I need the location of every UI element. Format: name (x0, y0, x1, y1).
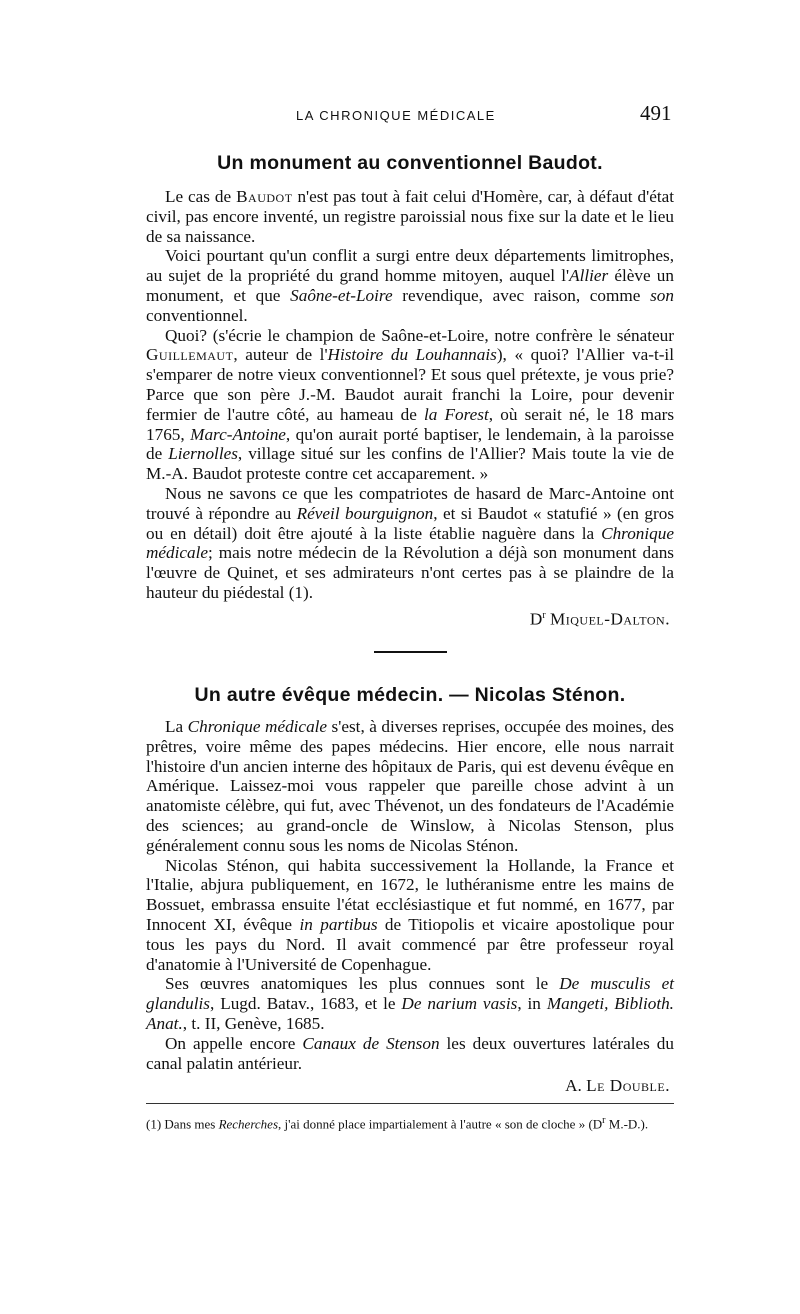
footnote: (1) Dans mes Recherches, j'ai donné place impartialement à l'autre « son de cloche » ($D^r$ M.-D.). (146, 1115, 649, 1132)
article-2-title: Un autre évêque médecin. — Nicolas Sténon. (194, 684, 626, 706)
article-2-paragraph-3: Ses œuvres anatomiques les plus connues sont le De musculis et glandulis, Lugd. Batav., 1683, et le De narium vasis, in Mangeti, Biblioth. Anat., t. II, Genève, 1685. (146, 974, 674, 1033)
article-2-paragraph-2: Nicolas Sténon, qui habita successivement la Hollande, la France et l'Italie, abjura publiquement, en 1672, le luthéranisme entre les mains de Bossuet, embrassa ensuite l'état ecclésiastique et fut nommé, en 1677, par Innocent XI, évêque in partibus de Titiopolis et vicaire apostolique pour tous les pays du Nord. Il avait commencé par être professeur royal d'anatomie à l'Université de Copenhague. (146, 855, 675, 974)
article-1-paragraph-4: Nous ne savons ce que les compatriotes de hasard de Marc-Antoine ont trouvé à répondre au Réveil bourguignon, et si Baudot « statufié » (en gros ou en détail) doit être ajouté à la liste établie naguère dans la Chronique médicale; mais notre médecin de la Révolution a déjà son monument dans l'œuvre de Quinet, et ses admirateurs n'ont certes pas à se plaindre de la hauteur du piédestal (1). (146, 483, 675, 602)
article-2-body (146, 717, 674, 1096)
article-1-signature: $D^r$ Miquel-Dalton. (529, 609, 670, 629)
section-divider (374, 651, 447, 653)
article-1-title: Un monument au conventionnel Baudot. (217, 152, 603, 174)
running-head: LA CHRONIQUE MÉDICALE (296, 108, 496, 123)
footnote-divider (146, 1103, 674, 1104)
page-number: 491 (640, 101, 672, 125)
article-2-paragraph-4: On appelle encore Canaux de Stenson les deux ouvertures latérales du canal palatin antérieur. (146, 1033, 674, 1073)
article-1-paragraph-3: Quoi? (s'écrie le champion de Saône-et-Loire, notre confrère le sénateur Guillemaut, auteur de l'Histoire du Louhannais), « quoi? l'Allier va-t-il s'emparer de notre vieux conventionnel? Et sous quel prétexte, je vous prie? Parce que son père J.-M. Baudot aurait franchi la Loire, pour devenir fermier de l'autre côté, au hameau de la Forest, où serait né, le 18 mars 1765, Marc-Antoine, qu'on aurait porté baptiser, le lendemain, à la paroisse de Liernolles, village situé sur les confins de l'Allier? Mais toute la vie de M.-A. Baudot proteste contre cet accaparement. » (146, 325, 675, 484)
article-1-paragraph-1: Le cas de Baudot n'est pas tout à fait celui d'Homère, car, à défaut d'état civil, pas encore inventé, un registre paroissial nous fixe sur la date et le lieu de sa naissance. (146, 187, 675, 246)
article-1-paragraph-2: Voici pourtant qu'un conflit a surgi entre deux départements limitrophes, au sujet de la propriété du grand homme mitoyen, auquel l'Allier élève un monument, et que Saône-et-Loire revendique, avec raison, comme son conventionnel. (146, 246, 674, 325)
article-1-body (146, 187, 674, 629)
article-2-signature: A. Le Double. (565, 1076, 670, 1096)
article-2-paragraph-1: La Chronique médicale s'est, à diverses reprises, occupée des moines, des prêtres, voire même des papes médecins. Hier encore, elle nous narrait l'histoire d'un ancien interne des hôpitaux de Paris, qui est devenu évêque en Amérique. Laissez-moi vous rappeler que pareille chose advint à un anatomiste célèbre, qui fut, avec Thévenot, un des fondateurs de l'Académie des sciences; au grand-oncle de Winslow, à Nicolas Stenson, plus généralement connu sous les noms de Nicolas Sténon. (146, 717, 674, 855)
